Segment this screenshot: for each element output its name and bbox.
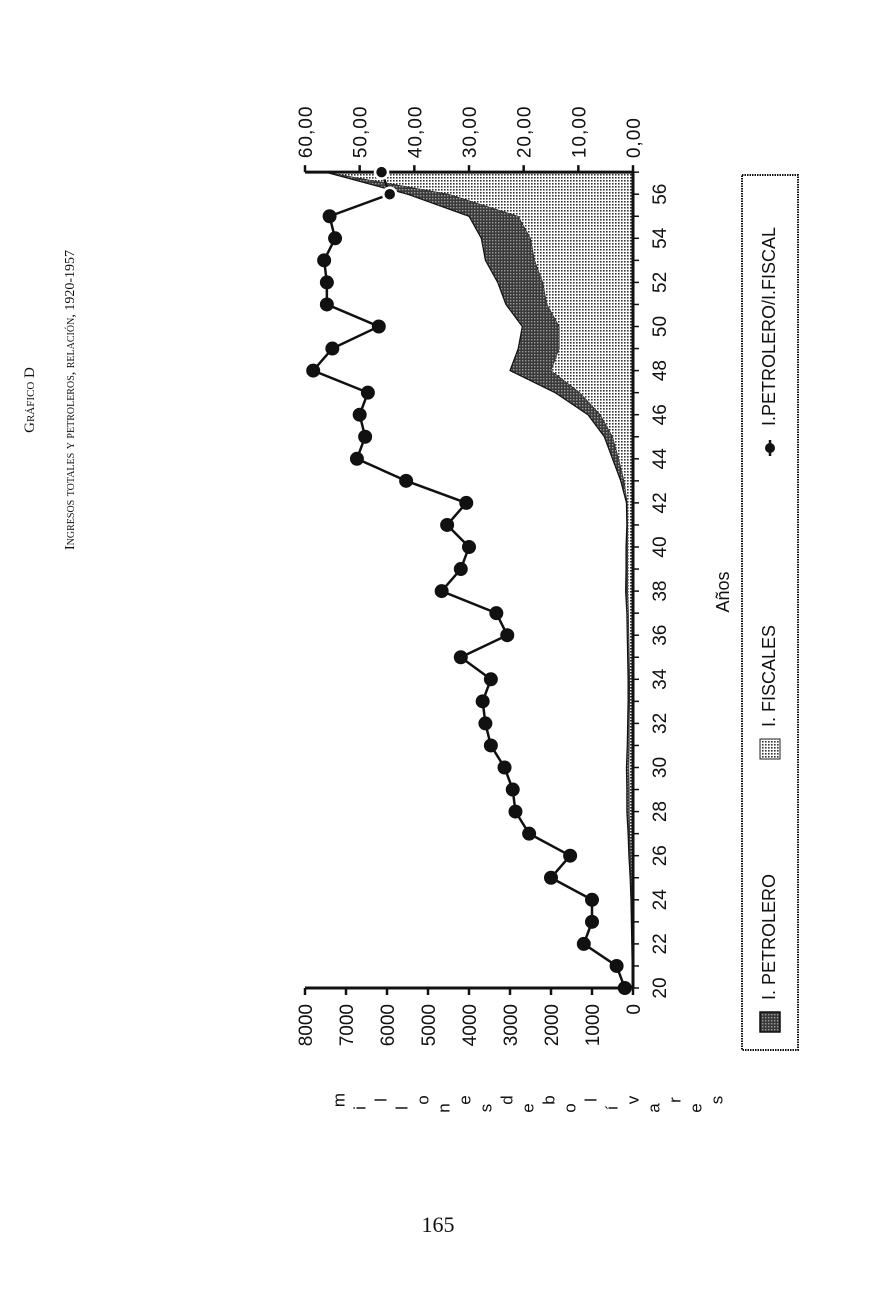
ratio-point: [400, 474, 413, 487]
y-axis-title-char: l: [371, 1098, 391, 1102]
right-tick-label: 50,00: [350, 105, 372, 159]
ratio-point: [326, 342, 339, 355]
ratio-point: [375, 166, 388, 179]
left-tick-label: 7000: [337, 1004, 358, 1047]
ratio-point: [490, 607, 503, 620]
ratio-point: [586, 915, 599, 928]
ratio-point: [320, 298, 333, 311]
legend-swatch-dot: [765, 443, 775, 453]
y-axis-title-char: i: [350, 1106, 370, 1110]
ratio-point: [441, 518, 454, 531]
left-tick-label: 6000: [378, 1004, 399, 1047]
y-axis-title-char: s: [707, 1095, 727, 1105]
left-tick-label: 3000: [501, 1004, 522, 1047]
y-axis-title-char: v: [623, 1095, 643, 1105]
y-axis-title-char: a: [644, 1103, 664, 1113]
ratio-point: [353, 408, 366, 421]
y-axis-title-char: n: [434, 1103, 454, 1113]
ratio-point: [435, 585, 448, 598]
ratio-point: [509, 805, 522, 818]
legend-swatch-fiscales: [760, 739, 780, 759]
ratio-point: [484, 673, 497, 686]
right-tick-label: 30,00: [460, 105, 481, 159]
x-axis-title: Años: [712, 571, 733, 613]
series-area-fiscales: [326, 172, 634, 988]
ratio-point: [323, 210, 336, 223]
right-tick-label: 20,00: [514, 105, 536, 159]
right-tick-label: 0,00: [624, 117, 645, 159]
year-tick-label: 46: [650, 404, 672, 426]
right-tick-label: 40,00: [405, 105, 427, 159]
ratio-point: [618, 982, 631, 995]
figure-title: Ingresos totales y petroleros, relación, 1920-1957: [63, 250, 78, 550]
ratio-point: [460, 496, 473, 509]
figure-label: Gráfico D: [22, 367, 38, 433]
year-tick-label: 36: [650, 624, 672, 646]
y-axis-title-char: m: [329, 1092, 349, 1108]
y-axis-title-char: l: [581, 1098, 601, 1102]
ratio-point: [318, 254, 331, 267]
year-tick-label: 28: [650, 801, 672, 823]
legend: [742, 175, 798, 1050]
year-tick-label: 50: [650, 315, 672, 338]
ratio-point: [359, 430, 372, 443]
ratio-point: [498, 761, 511, 774]
y-axis-title-char: e: [686, 1103, 706, 1113]
left-tick-label: 8000: [296, 1004, 317, 1047]
year-tick-label: 34: [650, 668, 672, 690]
y-axis-title-char: r: [665, 1097, 685, 1103]
legend-label: I. PETROLERO: [758, 873, 779, 1000]
year-tick-label: 40: [650, 536, 672, 558]
ratio-point: [454, 651, 467, 664]
ratio-point: [501, 629, 514, 642]
year-tick-label: 32: [650, 712, 672, 734]
legend-label: I.PETROLERO/I.FISCAL: [758, 226, 779, 426]
page-number: 165: [421, 1212, 455, 1237]
year-tick-label: 24: [650, 889, 672, 911]
ratio-point: [307, 364, 320, 377]
year-tick-label: 48: [650, 360, 672, 382]
ratio-point: [577, 937, 590, 950]
ratio-point: [383, 188, 396, 201]
ratio-point: [463, 541, 476, 554]
ratio-point: [476, 695, 489, 708]
left-tick-label: 4000: [460, 1004, 481, 1047]
right-tick-label: 60,00: [296, 105, 317, 159]
year-tick-label: 20: [650, 977, 672, 999]
year-tick-label: 26: [650, 845, 672, 867]
year-tick-label: 54: [650, 227, 672, 249]
left-tick-label: 1000: [583, 1004, 604, 1047]
ratio-point: [484, 739, 497, 752]
ratio-point: [506, 783, 519, 796]
year-tick-label: 42: [650, 492, 672, 514]
y-axis-title-char: e: [518, 1103, 538, 1113]
year-tick-label: 44: [650, 448, 672, 470]
year-tick-label: 52: [650, 271, 672, 293]
y-axis-title-char: b: [539, 1095, 559, 1105]
y-axis-title-char: e: [455, 1095, 475, 1105]
left-tick-label: 2000: [542, 1004, 563, 1047]
ratio-point: [361, 386, 374, 399]
ratio-point: [586, 893, 599, 906]
year-tick-label: 56: [650, 183, 672, 205]
year-tick-label: 22: [650, 933, 672, 955]
legend-swatch-petrolero: [760, 1012, 780, 1032]
y-axis-title-char: d: [497, 1095, 517, 1105]
ratio-point: [372, 320, 385, 333]
year-tick-label: 38: [650, 580, 672, 602]
left-tick-label: 0: [624, 1004, 645, 1015]
y-axis-title-char: í: [602, 1105, 622, 1111]
legend-label: I. FISCALES: [758, 624, 779, 727]
area-layer: [326, 172, 634, 988]
ratio-point: [545, 871, 558, 884]
ratio-point: [564, 849, 577, 862]
y-axis-title: [329, 1093, 726, 1113]
left-tick-label: 5000: [419, 1004, 440, 1047]
ratio-point: [454, 563, 467, 576]
ratio-point: [610, 959, 623, 972]
ratio-point: [329, 232, 342, 245]
ratio-point: [479, 717, 492, 730]
ratio-point: [523, 827, 536, 840]
ratio-point: [350, 452, 363, 465]
y-axis-title-char: o: [560, 1103, 580, 1113]
right-tick-label: 10,00: [569, 105, 591, 159]
ratio-point: [320, 276, 333, 289]
y-axis-title-char: s: [476, 1103, 496, 1113]
year-tick-label: 30: [650, 756, 672, 779]
y-axis-title-char: l: [392, 1106, 412, 1110]
y-axis-title-char: o: [413, 1095, 433, 1105]
